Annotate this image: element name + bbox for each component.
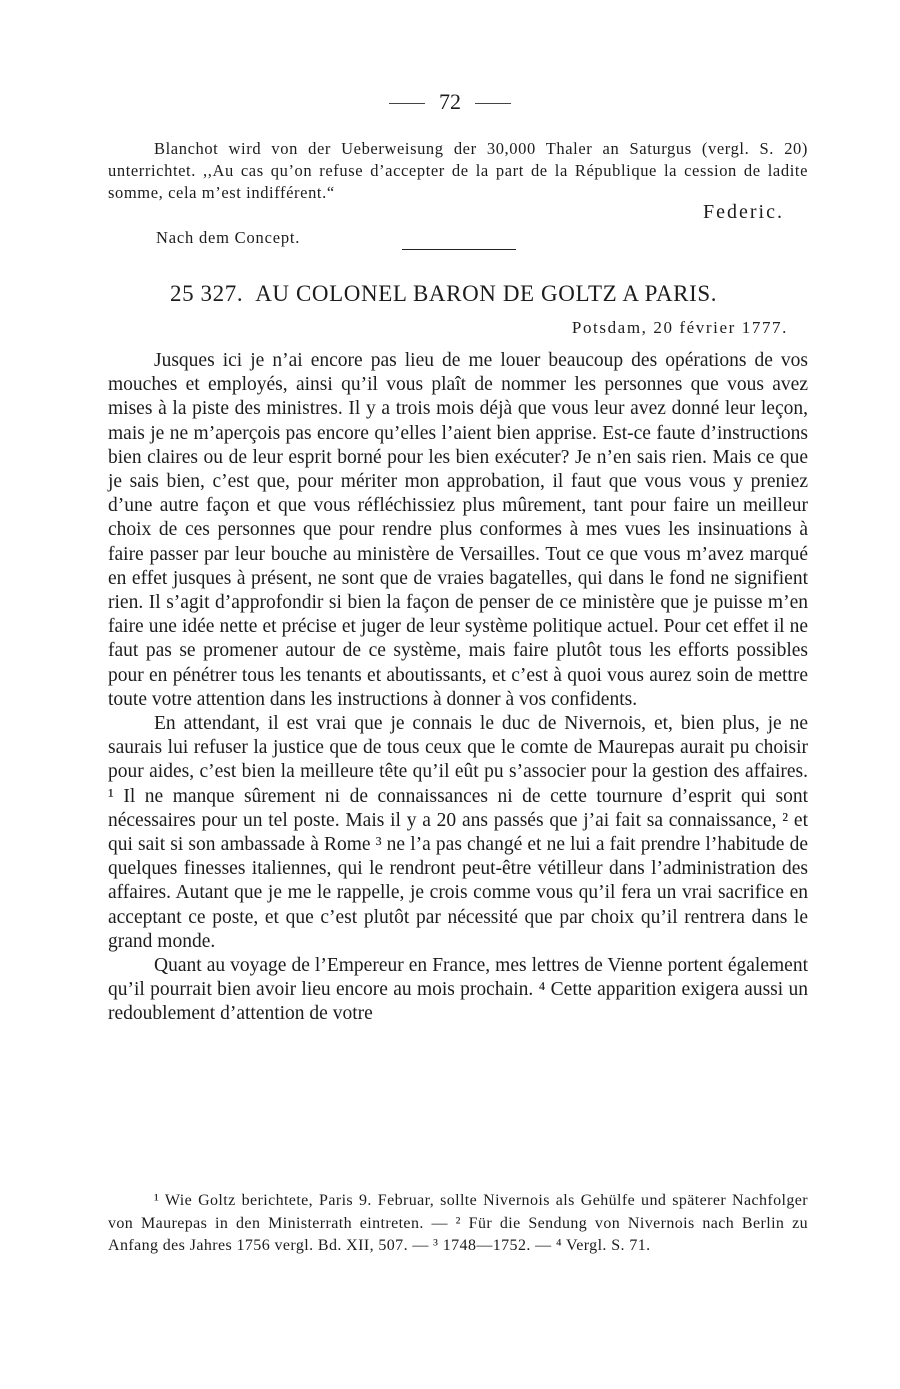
dateline: Potsdam, 20 février 1777.	[571, 318, 788, 337]
entry-heading	[170, 281, 717, 307]
entry-title: AU COLONEL BARON DE GOLTZ A PARIS.	[255, 281, 718, 306]
paragraph: Jusques ici je n’ai encore pas lieu de me louer beaucoup des opérations de vos mouches et employés, ainsi qu’il vous plaît de nommer les personnes que vous avez mises à la piste des ministres. Il y a trois mois déjà que vous leur avez donné leur leçon, mais je ne m’aperçois pas encore qu’elles l’aient bien apprise. Est-ce faute d’instructions bien claires ou de leur esprit borné pour les bien exécuter? Je n’en sais rien. Mais ce que je sais bien, c’est que, pour mériter mon approbation, il faut que vous vous y preniez d’une autre façon et que vous réfléchissiez plus mûrement, tant pour faire un meilleur choix de ces personnes que pour rendre plus conformes à mes vues les insinuations à faire passer par leur bouche au ministère de Versailles. Tout ce que vous m’avez marqué en effet jusques à présent, ne sont que de vraies bagatelles, qui dans le fond ne signifient rien. Il s’agit d’approfondir si bien la façon de penser de ce ministère que je puisse m’en faire une idée nette et précise et juger de leur système politique actuel. Pour cet effet il ne faut pas se promener autour de ce système, mais faire plutôt tous les efforts possibles pour en pénétrer tous les tenants et aboutissants, et c’est à quoi vous aurez soin de mettre toute votre attention dans les instructions à donner à vos confidents.	[108, 350, 808, 710]
entry-number: 25 327.	[170, 281, 244, 306]
previous-entry	[108, 138, 808, 204]
header-rule-left	[389, 103, 425, 104]
paragraph: En attendant, il est vrai que je connais le duc de Nivernois, et, bien plus, je ne saurais lui refuser la justice que de tous ceux que le comte de Maurepas aurait pu choisir pour aides, c’est bien la meilleure tête qu’il eût pu s’associer pour la gestion des affaires. ¹ Il ne manque sûrement ni de connaissances ni de cette tournure d’esprit qui sont nécessaires pour un tel poste. Mais il y a 20 ans passés que j’ai fait sa connaissance, ² et qui sait si son ambassade à Rome ³ ne l’a pas changé et ne lui a fait prendre l’habitude de quelques finesses italiennes, qui le rendront peut-être vétilleur dans l’administration des affaires. Autant que je me le rappelle, je crois comme vous qu’il fera un vrai sacrifice en acceptant ce poste, et que c’est plutôt par nécessité que par choix qu’il rentrera dans le grand monde.	[108, 713, 808, 952]
section-separator	[402, 249, 516, 250]
header-rule-right	[475, 103, 511, 104]
previous-entry-text: Blanchot wird von der Ueberweisung der 30,000 Thaler an Saturgus (vergl. S. 20) unterrichtet. ,,Au cas qu’on refuse d’accepter de la part de la République la cession de ladite somme, cela m’est indifférent.“	[108, 139, 808, 202]
paragraph: Quant au voyage de l’Empereur en France, mes lettres de Vienne portent également qu’il pourrait bien avoir lieu encore au mois prochain. ⁴ Cette apparition exigera aussi un redoublement d’attention de votre	[108, 955, 808, 1025]
page-number: 72	[439, 89, 461, 114]
footnotes: ¹ Wie Goltz berichtete, Paris 9. Februar, sollte Nivernois als Gehülfe und späterer Nachfolger von Maurepas in den Ministerrath eintreten. — ² Für die Sendung von Nivernois nach Berlin zu Anfang des Jahres 1756 vergl. Bd. XII, 507. — ³ 1748—1752. — ⁴ Vergl. S. 71.	[108, 1192, 808, 1254]
letter-body	[108, 349, 808, 1027]
page-header	[0, 88, 900, 116]
signature: Federic.	[703, 201, 784, 223]
source-note: Nach dem Concept.	[156, 228, 301, 247]
